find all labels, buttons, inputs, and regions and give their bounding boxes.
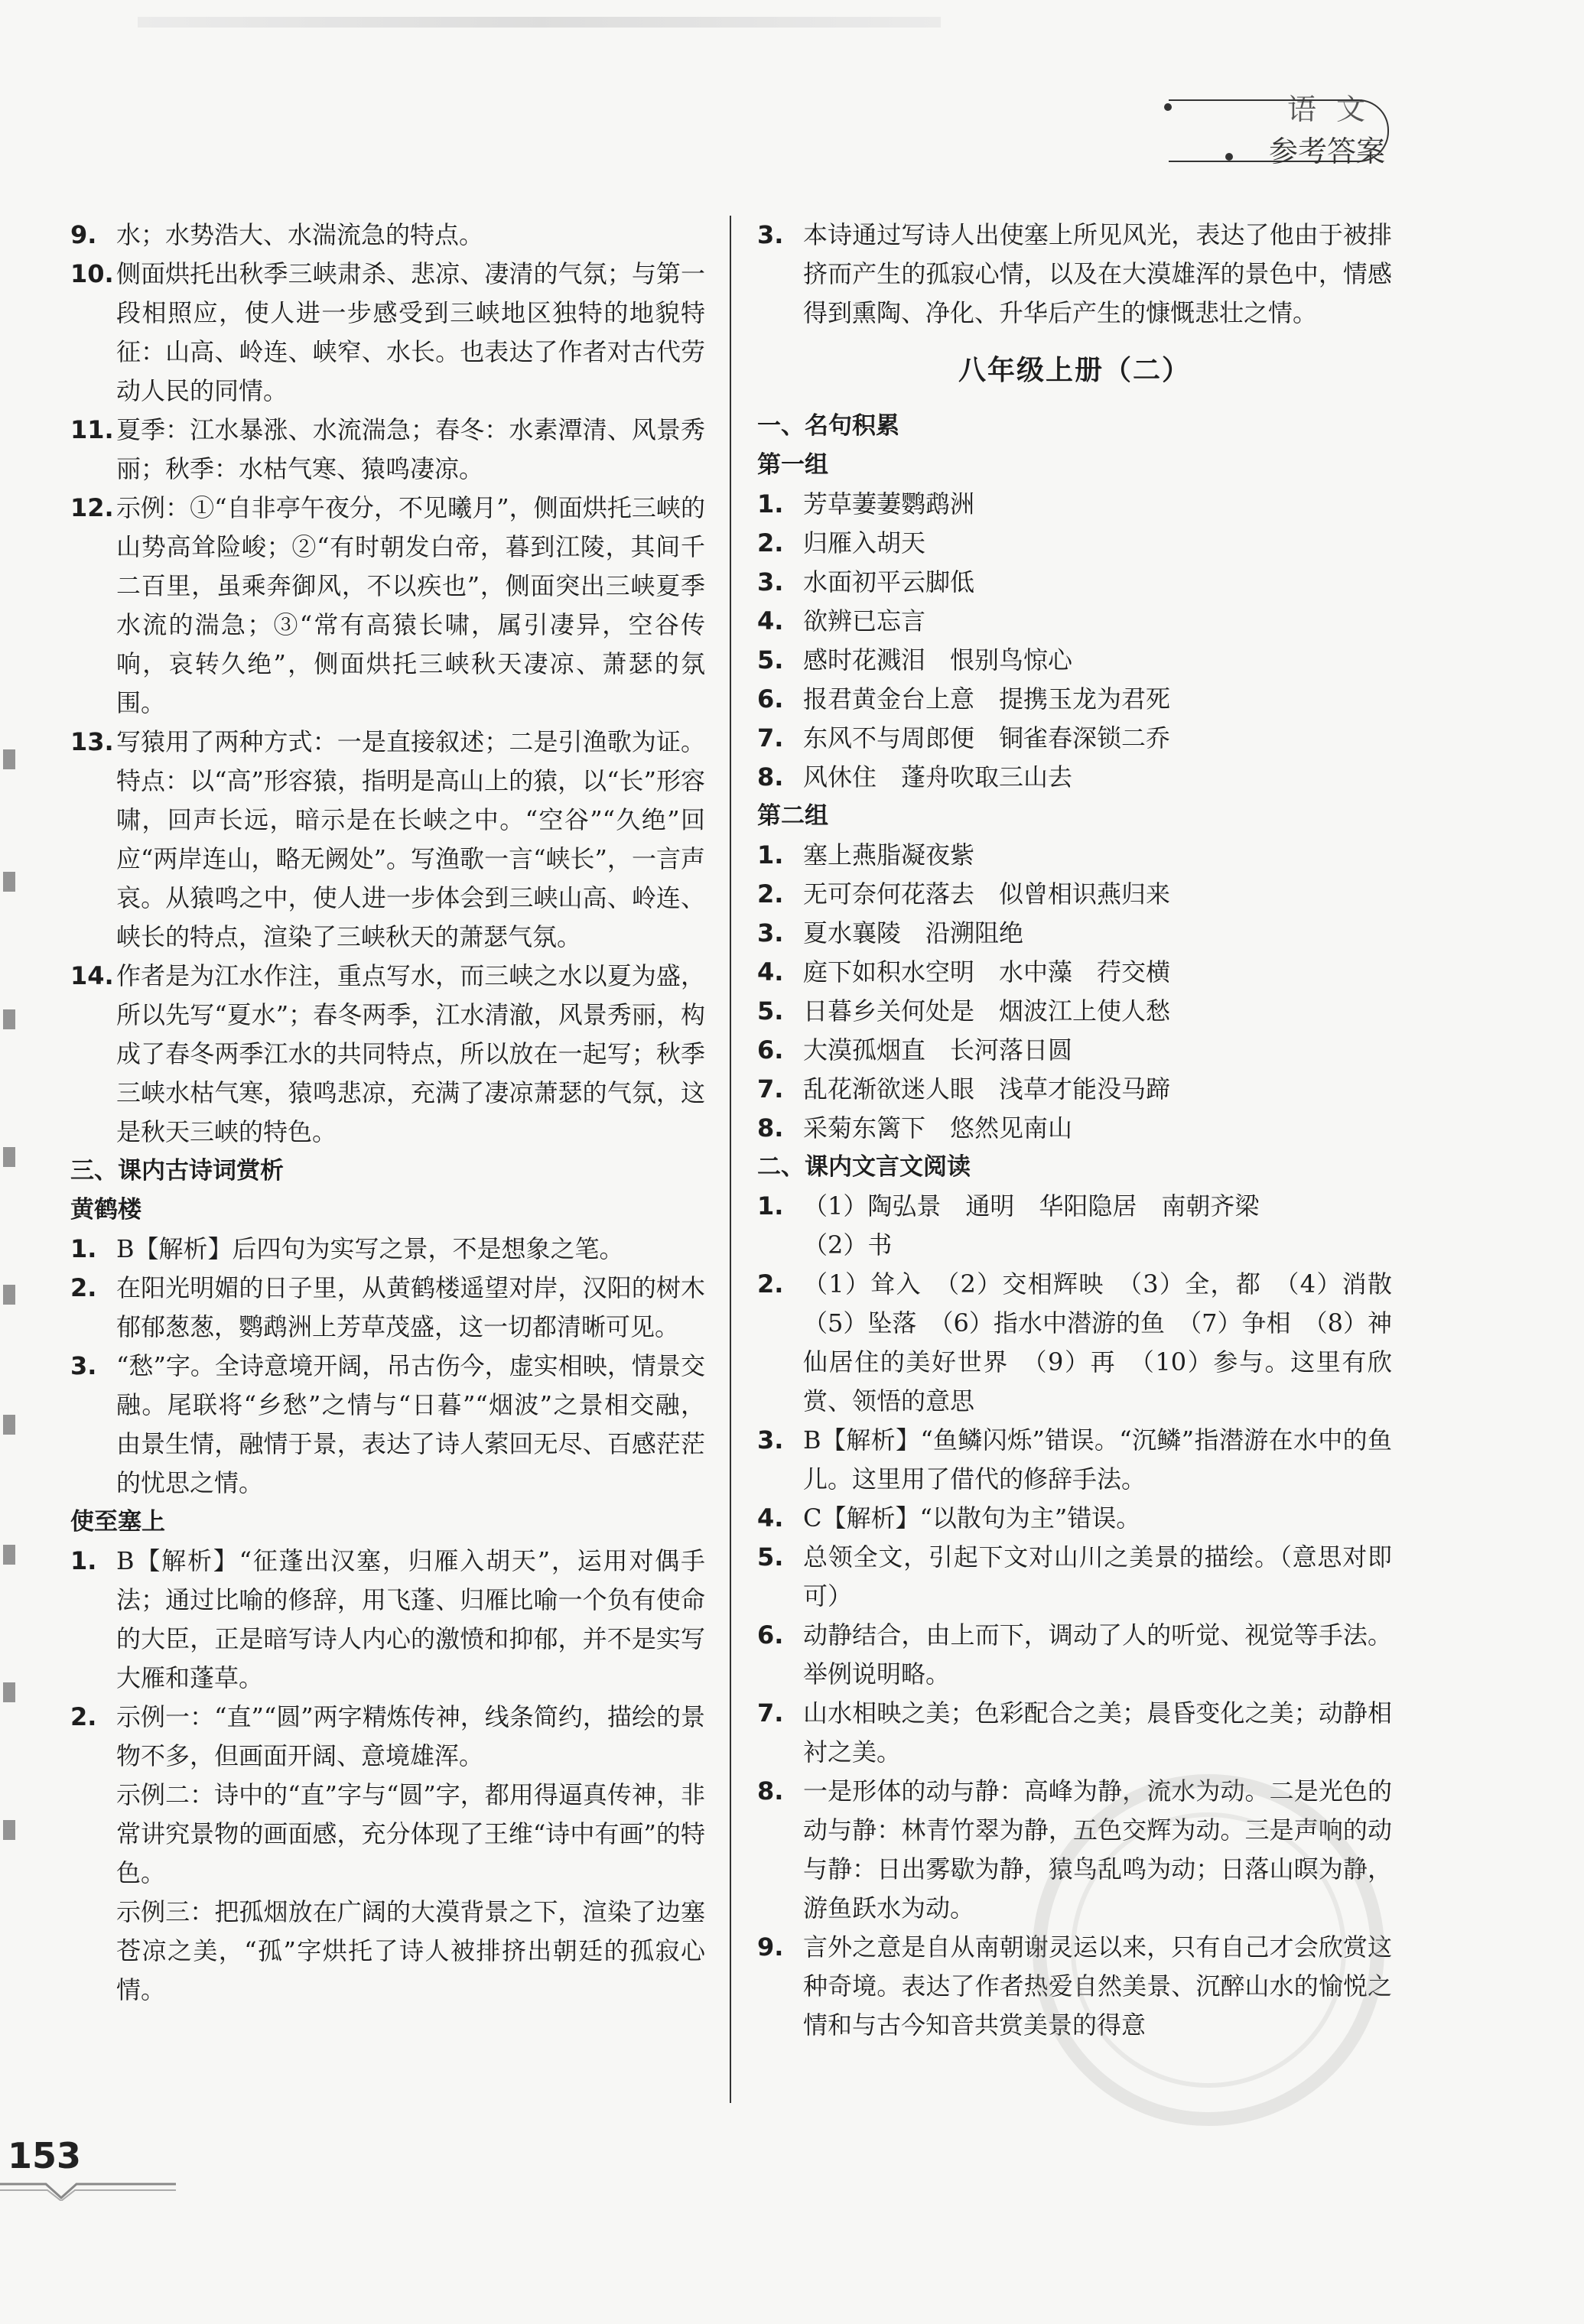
- answer-text: （2）书: [803, 1230, 893, 1260]
- answer-item: [757, 524, 1392, 563]
- subsection-heading: 黄鹤楼: [70, 1196, 141, 1224]
- answer-item: [757, 485, 1392, 524]
- answer-number: 3.: [757, 918, 784, 947]
- chapter-title: 八年级上册（二）: [958, 355, 1191, 386]
- answer-text: 大漠孤烟直 长河落日圆: [803, 1035, 1073, 1064]
- answer-text: 一是形体的动与静：高峰为静，流水为动。二是光色的动与静：林青竹翠为静，五色交辉为动。三是声响的动与静：日出雾歇为静，猿鸟乱鸣为动；日落山暝为静，游鱼跃水为动。: [803, 1776, 1392, 1923]
- answer-label: 参考答案: [1268, 135, 1385, 168]
- answer-number: 6.: [757, 1620, 784, 1650]
- section-heading: 三、课内古诗词赏析: [70, 1157, 284, 1185]
- answer-item: [757, 641, 1392, 680]
- answer-number: 8.: [757, 1776, 784, 1806]
- answer-item: [757, 875, 1392, 914]
- answer-text: 言外之意是自从南朝谢灵运以来，只有自己才会欣赏这种奇境。表达了作者热爱自然美景、沉醉山水的愉悦之情和与古今知音共赏美景的得意: [803, 1932, 1392, 2040]
- answer-item: [757, 953, 1392, 992]
- answer-item: [757, 563, 1392, 602]
- answer-number: 7.: [757, 723, 784, 752]
- answer-text: 感时花溅泪 恨别鸟惊心: [803, 645, 1073, 674]
- answer-text: 示例二：诗中的“直”字与“圆”字，都用得逼真传神，非常讲究景物的画面感，充分体现了王维“诗中有画”的特色。: [116, 1780, 705, 1887]
- answer-text: 在阳光明媚的日子里，从黄鹤楼遥望对岸，汉阳的树木郁郁葱葱，鹦鹉洲上芳草茂盛，这一切都清晰可见。: [116, 1273, 705, 1341]
- page-number: 153: [8, 2135, 82, 2176]
- answer-number: 1.: [757, 489, 784, 518]
- answer-text: 采菊东篱下 悠然见南山: [803, 1113, 1073, 1142]
- answer-text: 欲辨已忘言: [803, 606, 926, 635]
- answer-item: [70, 1347, 705, 1503]
- answer-text: 芳草萋萋鹦鹉洲: [803, 489, 975, 518]
- answer-item: [757, 1421, 1392, 1499]
- answer-item: [757, 602, 1392, 641]
- section-heading: 二、课内文言文阅读: [757, 1153, 971, 1181]
- answer-number: 3.: [757, 220, 784, 249]
- answer-text: B【解析】后四句为实写之景，不是想象之笔。: [116, 1234, 624, 1263]
- section-heading: 一、名句积累: [757, 412, 899, 440]
- answer-number: 2.: [70, 1273, 97, 1302]
- answer-number: 11.: [70, 415, 114, 444]
- answer-number: 1.: [757, 1191, 784, 1221]
- answer-text: 山水相映之美；色彩配合之美；晨昏变化之美；动静相衬之美。: [803, 1698, 1392, 1767]
- answer-number: 13.: [70, 727, 114, 756]
- answer-item: [757, 992, 1392, 1031]
- answer-item: [70, 489, 705, 723]
- left-column: [70, 216, 705, 2010]
- answer-number: 7.: [757, 1074, 784, 1103]
- answer-item: [757, 836, 1392, 875]
- answer-number: 5.: [757, 645, 784, 674]
- answer-item: [757, 1694, 1392, 1772]
- answer-item: [70, 1542, 705, 1698]
- answer-item: [70, 216, 705, 255]
- answer-number: 1.: [70, 1234, 97, 1263]
- answer-item: [70, 411, 705, 489]
- answer-item: [757, 1070, 1392, 1109]
- answer-text: 示例：①“自非亭午夜分，不见曦月”，侧面烘托三峡的山势高耸险峻；②“有时朝发白帝，暮到江陵，其间千二百里，虽乘奔御风，不以疾也”，侧面突出三峡夏季水流的湍急；③“常有高猿长啸，属引凄异，空谷传响，哀转久绝”，侧面烘托三峡秋天凄凉、萧瑟的氛围。: [116, 493, 705, 717]
- answer-item: [70, 1698, 705, 1776]
- answer-text: 示例一：“直”“圆”两字精炼传神，线条简约，描绘的景物不多，但画面开阔、意境雄浑。: [116, 1702, 705, 1770]
- answer-number: 5.: [757, 1542, 784, 1572]
- answer-text: 东风不与周郎便 铜雀春深锁二乔: [803, 723, 1171, 752]
- header-bracket-decoration: [1169, 99, 1389, 162]
- answer-item: [70, 957, 705, 1152]
- subsection-heading: 使至塞上: [70, 1508, 165, 1536]
- answer-number: 5.: [757, 996, 784, 1025]
- answer-number: 6.: [757, 1035, 784, 1064]
- answer-text: 报君黄金台上意 提携玉龙为君死: [803, 684, 1171, 713]
- answer-number: 2.: [757, 528, 784, 557]
- answer-text: “愁”字。全诗意境开阔，吊古伤今，虚实相映，情景交融。尾联将“乡愁”之情与“日暮”“烟波”之景相交融，由景生情，融情于景，表达了诗人萦回无尽、百感茫茫的忧思之情。: [116, 1351, 705, 1497]
- answer-text: （1）陶弘景 通明 华阳隐居 南朝齐梁: [803, 1191, 1260, 1221]
- answer-item: [757, 1031, 1392, 1070]
- answer-text: 庭下如积水空明 水中藻 荇交横: [803, 957, 1171, 986]
- watermark-seal-inner: [1071, 1812, 1346, 2088]
- answer-number: 3.: [757, 567, 784, 596]
- answer-item: [757, 1499, 1392, 1538]
- answer-item: [757, 1109, 1392, 1148]
- answer-item: [70, 1269, 705, 1347]
- answer-number: 1.: [70, 1546, 97, 1575]
- answer-number: 4.: [757, 1503, 784, 1533]
- subsection-heading: 第一组: [757, 451, 828, 479]
- answer-item: [757, 1265, 1417, 1421]
- answer-text: B【解析】“鱼鳞闪烁”错误。“沉鳞”指潜游在水中的鱼儿。这里用了借代的修辞手法。: [803, 1425, 1392, 1494]
- header-dot-icon: [1164, 103, 1172, 111]
- answer-number: 3.: [70, 1351, 97, 1380]
- answer-text: 作者是为江水作注，重点写水，而三峡之水以夏为盛，所以先写“夏水”；春冬两季，江水清澈，风景秀丽，构成了春冬两季江水的共同特点，所以放在一起写；秋季三峡水枯气寒，猿鸣悲凉，充满了凄凉萧瑟的气氛，这是秋天三峡的特色。: [116, 961, 705, 1146]
- answer-number: 10.: [70, 259, 114, 288]
- answer-item: [757, 216, 1392, 333]
- answer-item: [757, 914, 1392, 953]
- subsection-heading: 第二组: [757, 802, 828, 830]
- answer-number: 8.: [757, 1113, 784, 1142]
- answer-item: [757, 680, 1392, 719]
- answer-number: 4.: [757, 606, 784, 635]
- answer-continuation: [70, 1776, 705, 1893]
- answer-text: 水；水势浩大、水湍流急的特点。: [116, 220, 484, 249]
- answer-text: 本诗通过写诗人出使塞上所见风光，表达了他由于被排挤而产生的孤寂心情，以及在大漠雄浑的景色中，情感得到熏陶、净化、升华后产生的慷慨悲壮之情。: [803, 220, 1392, 327]
- answer-number: 14.: [70, 961, 114, 990]
- answer-text: 无可奈何花落去 似曾相识燕归来: [803, 879, 1171, 908]
- answer-text: 塞上燕脂凝夜紫: [803, 840, 975, 869]
- answer-text: 示例三：把孤烟放在广阔的大漠背景之下，渲染了边塞苍凉之美，“孤”字烘托了诗人被排挤出朝廷的孤寂心情。: [116, 1897, 705, 2004]
- answer-item: [757, 758, 1392, 797]
- answer-number: 7.: [757, 1698, 784, 1728]
- answer-text: （1）耸入 （2）交相辉映 （3）全，都 （4）消散 （5）坠落 （6）指水中潜游的鱼 （7）争相 （8）神仙居住的美好世界 （9）再 （10）参与。这里有欣赏、领悟的意思: [803, 1269, 1417, 1416]
- answer-text: C【解析】“以散句为主”错误。: [803, 1503, 1141, 1533]
- answer-text: 侧面烘托出秋季三峡肃杀、悲凉、凄清的气氛；与第一段相照应，使人进一步感受到三峡地区独特的地貌特征：山高、岭连、峡窄、水长。也表达了作者对古代劳动人民的同情。: [116, 259, 705, 405]
- answer-number: 2.: [757, 1269, 784, 1299]
- answer-text: 写猿用了两种方式：一是直接叙述；二是引渔歌为证。特点：以“高”形容猿，指明是高山上的猿，以“长”形容啸，回声长远，暗示是在长峡之中。“空谷”“久绝”回应“两岸连山，略无阙处”。写渔歌一言“峡长”，一言声哀。从猿鸣之中，使人进一步体会到三峡山高、岭连、峡长的特点，渲染了三峡秋天的萧瑟气氛。: [116, 727, 705, 951]
- answer-text: 水面初平云脚低: [803, 567, 975, 596]
- answer-text: 归雁入胡天: [803, 528, 926, 557]
- column-divider: [730, 216, 731, 2103]
- answer-text: 总领全文，引起下文对山川之美景的描绘。（意思对即可）: [803, 1542, 1392, 1611]
- answer-item: [70, 723, 705, 957]
- answer-number: 9.: [70, 220, 97, 249]
- answer-item: [70, 1230, 705, 1269]
- answer-text: 动静结合，由上而下，调动了人的听觉、视觉等手法。举例说明略。: [803, 1620, 1392, 1689]
- answer-text: 夏季：江水暴涨、水流湍急；春冬：水素潭清、风景秀丽；秋季：水枯气寒、猿鸣凄凉。: [116, 415, 705, 483]
- answer-number: 3.: [757, 1425, 784, 1455]
- page-number-chevron-decoration: [0, 2181, 176, 2201]
- answer-number: 1.: [757, 840, 784, 869]
- answer-text: 风休住 蓬舟吹取三山去: [803, 762, 1073, 791]
- answer-text: 日暮乡关何处是 烟波江上使人愁: [803, 996, 1171, 1025]
- answer-number: 12.: [70, 493, 114, 522]
- answer-number: 9.: [757, 1932, 784, 1962]
- answer-item: [757, 1538, 1392, 1616]
- answer-item: [757, 1616, 1392, 1694]
- answer-continuation: [70, 1893, 705, 2010]
- header-dot-icon: [1225, 153, 1233, 161]
- answer-text: 乱花渐欲迷人眼 浅草才能没马蹄: [803, 1074, 1171, 1103]
- answer-item: [70, 255, 705, 411]
- answer-text: B【解析】“征蓬出汉塞，归雁入胡天”，运用对偶手法；通过比喻的修辞，用飞蓬、归雁比喻一个负有使命的大臣，正是暗写诗人内心的激愤和抑郁，并不是实写大雁和蓬草。: [116, 1546, 705, 1692]
- answer-item: [757, 719, 1392, 758]
- answer-number: 2.: [757, 879, 784, 908]
- answer-number: 8.: [757, 762, 784, 791]
- top-scan-band: [138, 17, 941, 28]
- answer-number: 2.: [70, 1702, 97, 1731]
- right-column: [757, 216, 1417, 2045]
- answer-item: [757, 1187, 1392, 1226]
- subject-label: 语文: [1286, 93, 1385, 126]
- answer-continuation: [757, 1226, 1392, 1265]
- binding-edge-marks: [0, 688, 23, 2065]
- answer-text: 夏水襄陵 沿溯阻绝: [803, 918, 1024, 947]
- answer-number: 6.: [757, 684, 784, 713]
- answer-number: 4.: [757, 957, 784, 986]
